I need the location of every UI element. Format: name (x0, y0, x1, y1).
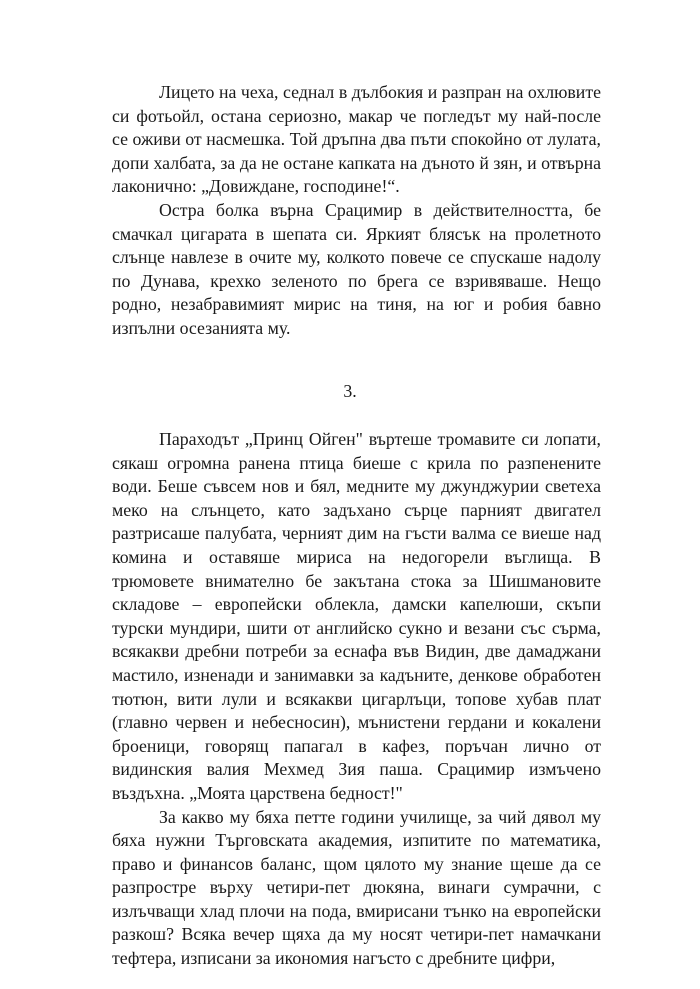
paragraph: Лицето на чеха, седнал в дълбокия и разпран на охлювите си фотьойл, остана сериозно, макар че погледът му най-после се оживи от насмешка. Той дръпна два пъти спокойно от лулата, допи халбата, за да не остане капката на дъното й зян, и отвърна лаконично: „Довиждане, господине!“. (112, 82, 601, 197)
paragraph: Параходът „Принц Ойген" въртеше тромавите си лопати, сякаш огромна ранена птица биеше с крила по разпенените води. Беше съвсем нов и бял, медните му джунджурии светеха меко на слънцето, като задъхано сърце парният двигател разтрисаше палубата, черният дим на гъсти валма се виеше над комина и оставяше мириса на недогорели въглища. В трюмовете внимателно бе закътана стока за Шишмановите складове – европейски облекла, дамски капелюши, скъпи турски мундири, шити от английско сукно и везани със сърма, всякакви дребни потреби за еснафа във Видин, две дамаджани мастило, изненади и занимавки за кадъните, денкове обработен тютюн, вити лули и всякакви цигарлъци, топове хубав плат (главно червен и небесносин), мънистени гердани и кокалени броеници, говорящ папагал в кафез, поръчан лично от видинския валия Мехмед Зия паша. Срацимир измъчено въздъхна. „Моята царствена бедност!" (112, 429, 601, 803)
paragraph: Остра болка върна Срацимир в действителността, бе смачкал цигарата в шепата си. Яркият блясък на пролетното слънце навлезе в очите му, колкото повече се спускаше надолу по Дунава, крехко зеленото по брега се взривяваше. Нещо родно, незабравимият мирис на тиня, на юг и робия бавно изпълни осезанията му. (112, 199, 601, 338)
paragraph: За какво му бяха петте години училище, за чий дявол му бяха нужни Търговската академия, изпитите по математика, право и финансов баланс, щом цялото му знание щеше да се разпростре върху четири-пет дюкяна, винаги сумрачни, с излъчващи хлад плочи на пода, вмирисани тънко на европейски разкош? Всяка вечер щяха да му носят четири-пет намачкани тефтера, изписани за икономия нагъсто с дребните цифри, (112, 806, 601, 969)
text-block-top (112, 81, 601, 341)
chapter-number: 3. (343, 381, 357, 401)
text-block-bottom (112, 428, 601, 971)
